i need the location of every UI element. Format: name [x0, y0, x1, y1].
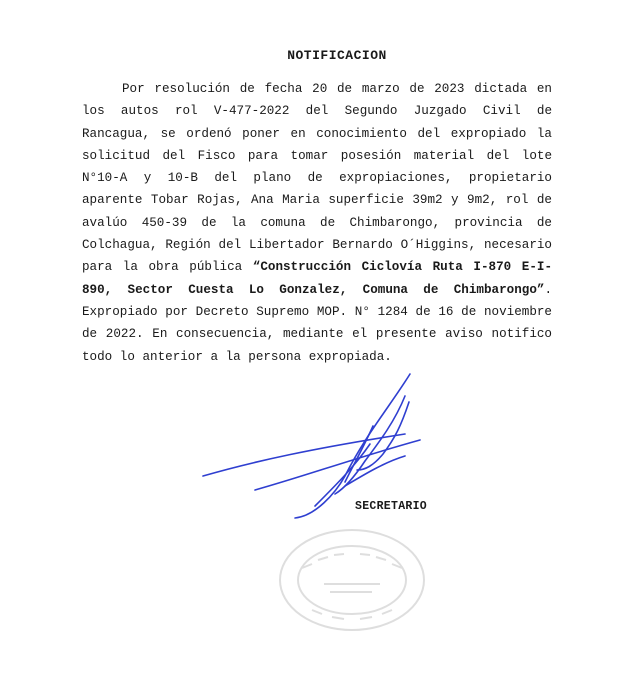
signatory-title: SECRETARIO — [355, 500, 428, 513]
project-name: “Construcción Ciclovía Ruta I-870 E-I-890, Sector Cuesta Lo Gonzalez, Comuna de Chimbarongo” — [82, 260, 552, 297]
faded-official-stamp — [272, 520, 432, 638]
document-title: NOTIFICACION — [287, 48, 387, 63]
paragraph-part-2: . Expropiado por Decreto Supremo MOP. N° 1284 de 16 de noviembre de 2022. En consecuencia, mediante el presente aviso notifico todo lo anterior a la persona expropiada. — [82, 282, 552, 364]
handwritten-signature — [195, 366, 435, 521]
paragraph-part-1: Por resolución de fecha 20 de marzo de 2023 dictada en los autos rol V-477-2022 del Segundo Juzgado Civil de Rancagua, se ordenó poner en conocimiento del expropiado la solicitud del Fisco para tomar posesión material del lote N°10-A y 10-B del plano de expropiaciones, propietario aparente Tobar Rojas, Ana Maria superficie 39m2 y 9m2, rol de avalúo 450-39 de la comuna de Chimbarongo, provincia de Colchagua, Región del Libertador Bernardo O´Higgins, necesario para la obra pública — [82, 82, 552, 275]
notification-paragraph — [82, 78, 552, 368]
